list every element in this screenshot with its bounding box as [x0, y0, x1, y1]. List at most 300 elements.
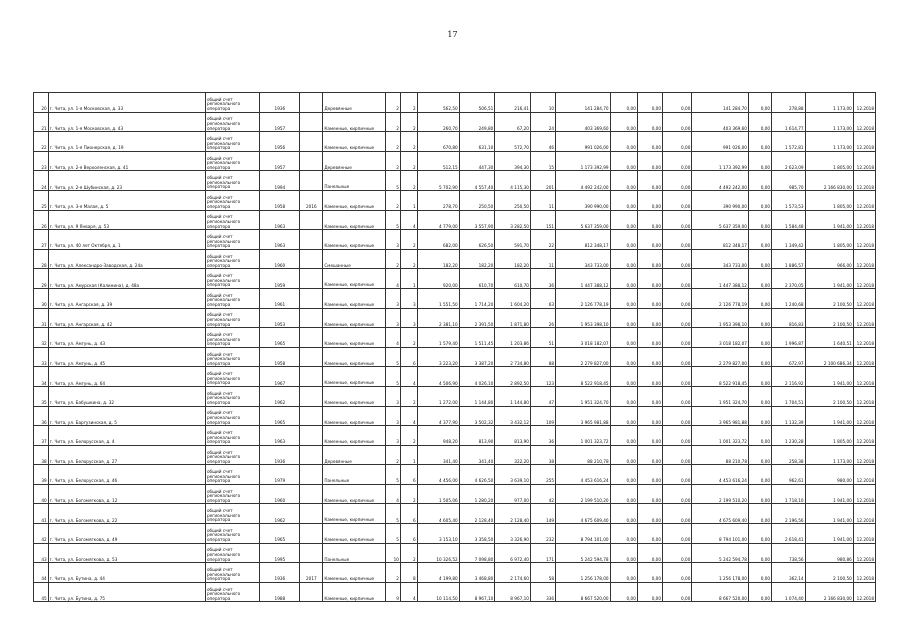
- cost-fund-regional: 0,00: [637, 543, 662, 563]
- cost-total: 3 018 182,07: [556, 328, 611, 348]
- cost-owners: 343 733,00: [692, 249, 749, 269]
- wall-material: Каменные, кирпичные: [323, 563, 386, 583]
- total-area: 260,70: [417, 112, 459, 132]
- cost-fund-local: 0,00: [663, 445, 692, 465]
- cost-total: 88 210,78: [556, 445, 611, 465]
- entrances: 3: [400, 308, 417, 328]
- cost-total: 8 522 918,45: [556, 367, 611, 387]
- year-built: 1953: [260, 308, 300, 328]
- unit-cost: 1 718,10: [772, 484, 806, 504]
- residential-area: 1 871,80: [495, 308, 531, 328]
- premises-area: 182,20: [459, 249, 495, 269]
- residents: 151: [530, 210, 555, 230]
- cost-fund-federal: 0,00: [610, 543, 637, 563]
- cost-fund-regional: 0,00: [637, 445, 662, 465]
- cost-other: 0,00: [748, 445, 771, 465]
- cost-fund-federal: 0,00: [610, 93, 637, 113]
- address: г. Чита, ул. Богомягкова, д. 22: [48, 504, 205, 524]
- year-renovated: [300, 210, 323, 230]
- fund-type: общий счет регионального оператора: [205, 249, 260, 269]
- premises-area: 1 714,20: [459, 288, 495, 308]
- cost-owners: 1 173 392,99: [692, 151, 749, 171]
- cost-fund-local: 0,00: [663, 328, 692, 348]
- premises-area: 4 026,10: [459, 367, 495, 387]
- cost-fund-federal: 0,00: [610, 563, 637, 583]
- residential-area: 977,00: [495, 484, 531, 504]
- cost-owners: 812 348,17: [692, 230, 749, 250]
- entrances: 2: [400, 543, 417, 563]
- cost-fund-federal: 0,00: [610, 465, 637, 485]
- residential-area: 3 282,50: [495, 210, 531, 230]
- fund-type: общий счет регионального оператора: [205, 230, 260, 250]
- address: г. Чита, ул. Бабушкина, д. 32: [48, 386, 205, 406]
- year-built: 1957: [260, 112, 300, 132]
- cost-other: 0,00: [748, 386, 771, 406]
- unit-cost: 1 572,81: [772, 132, 806, 152]
- unit-cost: 1 704,51: [772, 386, 806, 406]
- max-unit-cost: 980,86: [805, 543, 853, 563]
- cost-other: 0,00: [748, 249, 771, 269]
- fund-type: общий счет регионального оператора: [205, 347, 260, 367]
- completion-date: 12.2018: [853, 151, 875, 171]
- table-row: [34, 406, 876, 426]
- max-unit-cost: 2 166 830,00: [805, 171, 853, 191]
- table-row: [34, 93, 876, 113]
- year-renovated: [300, 288, 323, 308]
- wall-material: Панельные: [323, 171, 386, 191]
- row-number: 45: [34, 582, 49, 602]
- table-row: [34, 445, 876, 465]
- unit-cost: 1 349,42: [772, 230, 806, 250]
- address: г. Чита, ул. Ангарская, д. 42: [48, 308, 205, 328]
- cost-total: 2 199 510,20: [556, 484, 611, 504]
- cost-other: 0,00: [748, 465, 771, 485]
- row-number: 33: [34, 347, 49, 367]
- entrances: 1: [400, 269, 417, 289]
- year-renovated: [300, 269, 323, 289]
- wall-material: Каменные, кирпичные: [323, 582, 386, 602]
- completion-date: 12.2018: [853, 249, 875, 269]
- cost-total: 4 453 616,24: [556, 465, 611, 485]
- total-area: 182,20: [417, 249, 459, 269]
- unit-cost: 258,38: [772, 445, 806, 465]
- address: г. Чита, ул. Богомягкова, д. 49: [48, 524, 205, 544]
- cost-fund-regional: 0,00: [637, 563, 662, 583]
- total-area: 3 223,20: [417, 347, 459, 367]
- floors: 4: [386, 328, 401, 348]
- table-row: [34, 347, 876, 367]
- row-number: 34: [34, 367, 49, 387]
- residential-area: 322,20: [495, 445, 531, 465]
- total-area: 4 605,40: [417, 504, 459, 524]
- entrances: 2: [400, 386, 417, 406]
- wall-material: Каменные, кирпичные: [323, 426, 386, 446]
- address: г. Чита, ул. Богомягкова, д. 53: [48, 543, 205, 563]
- cost-other: 0,00: [748, 328, 771, 348]
- wall-material: Каменные, кирпичные: [323, 386, 386, 406]
- total-area: 1 579,40: [417, 328, 459, 348]
- entrances: 6: [400, 465, 417, 485]
- cost-fund-local: 0,00: [663, 93, 692, 113]
- cost-owners: 2 279 827,00: [692, 347, 749, 367]
- fund-type: общий счет регионального оператора: [205, 210, 260, 230]
- year-renovated: [300, 171, 323, 191]
- row-number: 29: [34, 269, 49, 289]
- cost-other: 0,00: [748, 504, 771, 524]
- wall-material: Смешанные: [323, 249, 386, 269]
- entrances: 2: [400, 484, 417, 504]
- address: г. Чита, ул. Бутина, д. 75: [48, 582, 205, 602]
- cost-total: 1 447 388,12: [556, 269, 611, 289]
- address: г. Чита, ул. Белорусская, д. 4: [48, 426, 205, 446]
- cost-fund-federal: 0,00: [610, 210, 637, 230]
- cost-total: 4 675 609,40: [556, 504, 611, 524]
- completion-date: 12.2018: [853, 328, 875, 348]
- unit-cost: 362,14: [772, 563, 806, 583]
- cost-fund-federal: 0,00: [610, 132, 637, 152]
- premises-area: 8 967,10: [459, 582, 495, 602]
- cost-fund-local: 0,00: [663, 465, 692, 485]
- table-row: [34, 582, 876, 602]
- cost-fund-federal: 0,00: [610, 328, 637, 348]
- wall-material: Каменные, кирпичные: [323, 524, 386, 544]
- residents: 201: [530, 171, 555, 191]
- completion-date: 12.2018: [853, 230, 875, 250]
- completion-date: 12.2018: [853, 190, 875, 210]
- cost-owners: 1 951 324,70: [692, 386, 749, 406]
- wall-material: Каменные, кирпичные: [323, 112, 386, 132]
- year-renovated: [300, 445, 323, 465]
- fund-type: общий счет регионального оператора: [205, 132, 260, 152]
- residents: 47: [530, 386, 555, 406]
- max-unit-cost: 1 173,00: [805, 132, 853, 152]
- cost-fund-regional: 0,00: [637, 249, 662, 269]
- residential-area: 250,50: [495, 190, 531, 210]
- premises-area: 1 144,80: [459, 386, 495, 406]
- cost-fund-local: 0,00: [663, 308, 692, 328]
- cost-total: 343 733,00: [556, 249, 611, 269]
- wall-material: Каменные, кирпичные: [323, 406, 386, 426]
- cost-total: 8 794 101,00: [556, 524, 611, 544]
- total-area: 10 326,52: [417, 543, 459, 563]
- floors: 5: [386, 210, 401, 230]
- cost-owners: 1 256 178,00: [692, 563, 749, 583]
- fund-type: общий счет регионального оператора: [205, 112, 260, 132]
- entrances: 1: [400, 445, 417, 465]
- cost-other: 0,00: [748, 151, 771, 171]
- cost-fund-federal: 0,00: [610, 190, 637, 210]
- fund-type: общий счет регионального оператора: [205, 406, 260, 426]
- entrances: 2: [400, 230, 417, 250]
- floors: 3: [386, 386, 401, 406]
- year-renovated: [300, 367, 323, 387]
- residents: 255: [530, 465, 555, 485]
- unit-cost: 738,56: [772, 543, 806, 563]
- cost-owners: 5 242 594,78: [692, 543, 749, 563]
- premises-area: 631,10: [459, 132, 495, 152]
- max-unit-cost: 980,00: [805, 465, 853, 485]
- cost-other: 0,00: [748, 269, 771, 289]
- row-number: 32: [34, 328, 49, 348]
- residents: 10: [530, 93, 555, 113]
- address: г. Чита, ул. 2-я Верхоленская, д. 41: [48, 151, 205, 171]
- completion-date: 12.2018: [853, 543, 875, 563]
- completion-date: 12.2018: [853, 171, 875, 191]
- cost-owners: 4 453 616,24: [692, 465, 749, 485]
- year-built: 1979: [260, 465, 300, 485]
- cost-other: 0,00: [748, 543, 771, 563]
- floors: 5: [386, 504, 401, 524]
- unit-cost: 1 074,40: [772, 582, 806, 602]
- wall-material: Каменные, кирпичные: [323, 484, 386, 504]
- total-area: 4 377,90: [417, 406, 459, 426]
- total-area: 4 199,80: [417, 563, 459, 583]
- floors: 4: [386, 269, 401, 289]
- year-built: 1936: [260, 445, 300, 465]
- entrances: 2: [400, 328, 417, 348]
- total-area: 670,80: [417, 132, 459, 152]
- cost-fund-local: 0,00: [663, 484, 692, 504]
- floors: 10: [386, 543, 401, 563]
- fund-type: общий счет регионального оператора: [205, 386, 260, 406]
- year-built: 1965: [260, 328, 300, 348]
- cost-fund-regional: 0,00: [637, 367, 662, 387]
- cost-fund-federal: 0,00: [610, 367, 637, 387]
- cost-fund-local: 0,00: [663, 151, 692, 171]
- entrances: 4: [400, 210, 417, 230]
- row-number: 27: [34, 230, 49, 250]
- cost-fund-local: 0,00: [663, 563, 692, 583]
- year-built: 1963: [260, 426, 300, 446]
- max-unit-cost: 1 941,00: [805, 524, 853, 544]
- fund-type: общий счет регионального оператора: [205, 328, 260, 348]
- cost-other: 0,00: [748, 426, 771, 446]
- address: г. Чита, ул. Ангарская, д. 39: [48, 288, 205, 308]
- cost-fund-local: 0,00: [663, 406, 692, 426]
- completion-date: 12.2018: [853, 210, 875, 230]
- max-unit-cost: 1 805,00: [805, 151, 853, 171]
- residential-area: 3 326,90: [495, 524, 531, 544]
- cost-other: 0,00: [748, 484, 771, 504]
- year-built: 1956: [260, 132, 300, 152]
- row-number: 40: [34, 484, 49, 504]
- floors: 2: [386, 151, 401, 171]
- address: г. Чита, ул. Амгунь, д. 64: [48, 367, 205, 387]
- table-row: [34, 151, 876, 171]
- cost-total: 3 965 981,88: [556, 406, 611, 426]
- unit-cost: 1 573,53: [772, 190, 806, 210]
- total-area: 1 505,06: [417, 484, 459, 504]
- residents: 22: [530, 230, 555, 250]
- address: г. Чита, ул. Александро-Заводская, д. 24а: [48, 249, 205, 269]
- address: г. Чита, ул. 2-я Шубинская, д. 23: [48, 171, 205, 191]
- cost-total: 1 173 392,99: [556, 151, 611, 171]
- max-unit-cost: 2 166 830,00: [805, 582, 853, 602]
- residential-area: 2 174,60: [495, 563, 531, 583]
- year-renovated: [300, 406, 323, 426]
- total-area: 1 272,00: [417, 386, 459, 406]
- completion-date: 12.2018: [853, 112, 875, 132]
- table-row: [34, 426, 876, 446]
- premises-area: 3 358,50: [459, 524, 495, 544]
- cost-fund-local: 0,00: [663, 347, 692, 367]
- residential-area: 813,90: [495, 426, 531, 446]
- cost-owners: 4 492 242,00: [692, 171, 749, 191]
- cost-other: 0,00: [748, 347, 771, 367]
- residential-area: 610,70: [495, 269, 531, 289]
- completion-date: 12.2018: [853, 465, 875, 485]
- cost-fund-regional: 0,00: [637, 465, 662, 485]
- cost-total: 403 369,60: [556, 112, 611, 132]
- premises-area: 447,30: [459, 151, 495, 171]
- year-built: 1960: [260, 484, 300, 504]
- cost-owners: 141 284,70: [692, 93, 749, 113]
- completion-date: 12.2018: [853, 386, 875, 406]
- cost-total: 1 953 398,10: [556, 308, 611, 328]
- max-unit-cost: 1 173,00: [805, 112, 853, 132]
- residents: 36: [530, 426, 555, 446]
- row-number: 39: [34, 465, 49, 485]
- total-area: 2 381,10: [417, 308, 459, 328]
- cost-fund-federal: 0,00: [610, 112, 637, 132]
- year-renovated: 2016: [300, 190, 323, 210]
- table-row: [34, 543, 876, 563]
- max-unit-cost: 966,00: [805, 249, 853, 269]
- row-number: 28: [34, 249, 49, 269]
- premises-area: 249,80: [459, 112, 495, 132]
- cost-owners: 8 522 918,45: [692, 367, 749, 387]
- cost-fund-regional: 0,00: [637, 406, 662, 426]
- wall-material: Каменные, кирпичные: [323, 230, 386, 250]
- year-built: 1965: [260, 524, 300, 544]
- cost-other: 0,00: [748, 563, 771, 583]
- floors: 3: [386, 406, 401, 426]
- cost-total: 390 990,00: [556, 190, 611, 210]
- floors: 9: [386, 582, 401, 602]
- year-built: 1962: [260, 386, 300, 406]
- premises-area: 1 511,45: [459, 328, 495, 348]
- wall-material: Каменные, кирпичные: [323, 210, 386, 230]
- fund-type: общий счет регионального оператора: [205, 171, 260, 191]
- cost-total: 5 242 594,78: [556, 543, 611, 563]
- cost-fund-federal: 0,00: [610, 230, 637, 250]
- premises-area: 2 391,50: [459, 308, 495, 328]
- max-unit-cost: 1 640,51: [805, 328, 853, 348]
- cost-owners: 88 210,78: [692, 445, 749, 465]
- address: г. Чита, ул. 40 лет Октября, д. 1: [48, 230, 205, 250]
- residential-area: 1 203,86: [495, 328, 531, 348]
- cost-other: 0,00: [748, 308, 771, 328]
- cost-other: 0,00: [748, 406, 771, 426]
- cost-fund-regional: 0,00: [637, 132, 662, 152]
- max-unit-cost: 1 805,00: [805, 230, 853, 250]
- entrances: 6: [400, 504, 417, 524]
- fund-type: общий счет регионального оператора: [205, 563, 260, 583]
- cost-fund-federal: 0,00: [610, 484, 637, 504]
- row-number: 25: [34, 190, 49, 210]
- residents: 51: [530, 328, 555, 348]
- row-number: 20: [34, 93, 49, 113]
- total-area: 4 456,00: [417, 465, 459, 485]
- entrances: 1: [400, 190, 417, 210]
- cost-total: 812 348,17: [556, 230, 611, 250]
- cost-fund-regional: 0,00: [637, 269, 662, 289]
- fund-type: общий счет регионального оператора: [205, 367, 260, 387]
- residents: 63: [530, 288, 555, 308]
- year-renovated: [300, 465, 323, 485]
- premises-area: 813,90: [459, 426, 495, 446]
- unit-cost: 1 240,68: [772, 288, 806, 308]
- residents: 15: [530, 151, 555, 171]
- fund-type: общий счет регионального оператора: [205, 524, 260, 544]
- year-built: 1936: [260, 563, 300, 583]
- cost-fund-local: 0,00: [663, 190, 692, 210]
- max-unit-cost: 1 941,00: [805, 406, 853, 426]
- table-row: [34, 249, 876, 269]
- fund-type: общий счет регионального оператора: [205, 484, 260, 504]
- max-unit-cost: 1 941,00: [805, 210, 853, 230]
- row-number: 43: [34, 543, 49, 563]
- cost-other: 0,00: [748, 210, 771, 230]
- cost-fund-regional: 0,00: [637, 230, 662, 250]
- cost-other: 0,00: [748, 582, 771, 602]
- table-row: [34, 210, 876, 230]
- year-built: 1963: [260, 230, 300, 250]
- cost-fund-local: 0,00: [663, 210, 692, 230]
- year-built: 1936: [260, 93, 300, 113]
- table-row: [34, 230, 876, 250]
- address: г. Чита, ул. Белорусская, д. 27: [48, 445, 205, 465]
- premises-area: 506,51: [459, 93, 495, 113]
- wall-material: Каменные, кирпичные: [323, 269, 386, 289]
- max-unit-cost: 1 805,00: [805, 426, 853, 446]
- entrances: 8: [400, 563, 417, 583]
- residential-area: 216,41: [495, 93, 531, 113]
- cost-total: 1 001 323,72: [556, 426, 611, 446]
- year-built: 1959: [260, 269, 300, 289]
- cost-fund-regional: 0,00: [637, 190, 662, 210]
- table-row: [34, 504, 876, 524]
- row-number: 24: [34, 171, 49, 191]
- residential-area: 2 128,40: [495, 504, 531, 524]
- fund-type: общий счет регионального оператора: [205, 190, 260, 210]
- residential-area: 2 892,50: [495, 367, 531, 387]
- row-number: 35: [34, 386, 49, 406]
- year-built: 1958: [260, 347, 300, 367]
- entrances: 4: [400, 582, 417, 602]
- residential-area: 1 604,20: [495, 288, 531, 308]
- cost-total: 1 951 324,70: [556, 386, 611, 406]
- cost-fund-federal: 0,00: [610, 524, 637, 544]
- address: г. Чита, ул. 1-я Пионерская, д. 19: [48, 132, 205, 152]
- floors: 3: [386, 288, 401, 308]
- unit-cost: 2 196,56: [772, 504, 806, 524]
- entrances: 2: [400, 171, 417, 191]
- residential-area: 1 144,80: [495, 386, 531, 406]
- completion-date: 12.2018: [853, 504, 875, 524]
- year-built: 1994: [260, 171, 300, 191]
- year-renovated: [300, 347, 323, 367]
- total-area: 4 779,00: [417, 210, 459, 230]
- fund-type: общий счет регионального оператора: [205, 504, 260, 524]
- residential-area: 67,20: [495, 112, 531, 132]
- cost-fund-federal: 0,00: [610, 406, 637, 426]
- residential-area: 4 115,30: [495, 171, 531, 191]
- cost-fund-local: 0,00: [663, 524, 692, 544]
- address: г. Чита, ул. Амгунь, д. 43: [48, 328, 205, 348]
- total-area: 3 153,10: [417, 524, 459, 544]
- residential-area: 3 432,12: [495, 406, 531, 426]
